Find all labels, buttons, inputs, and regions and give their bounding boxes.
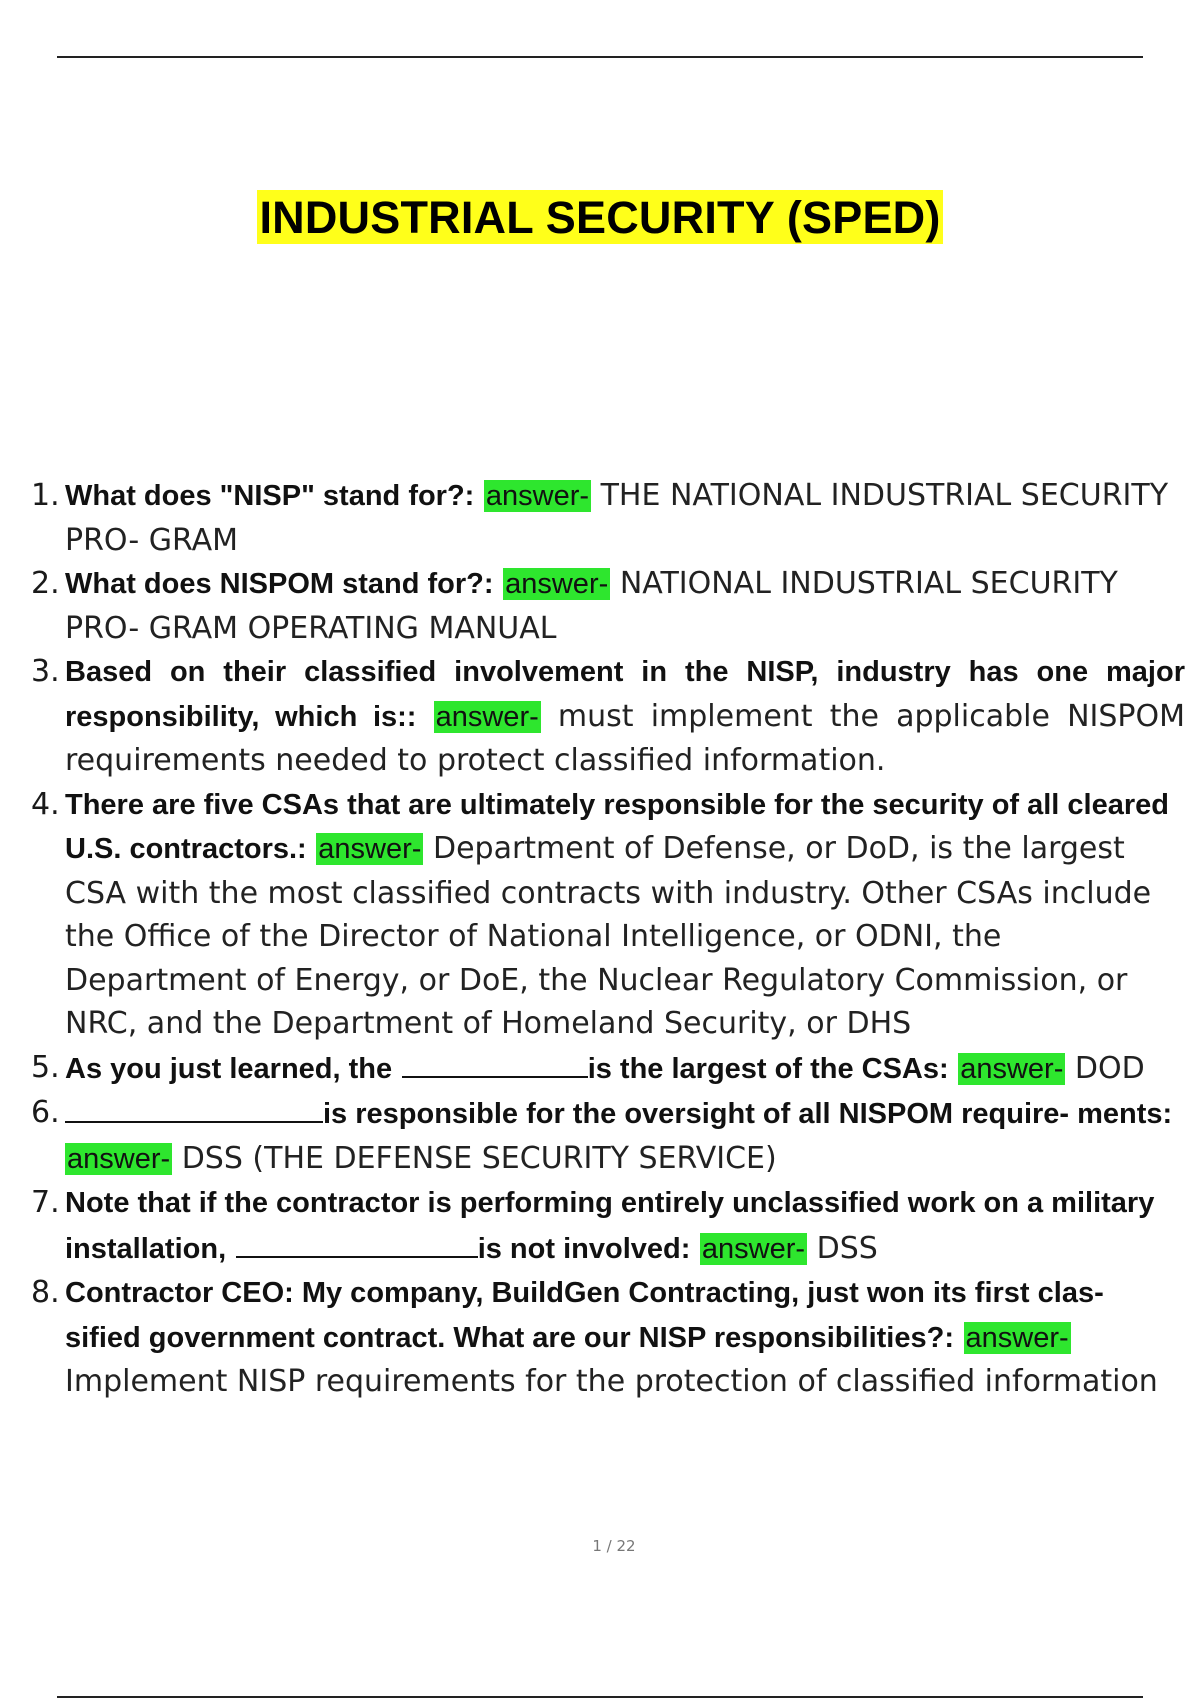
qa-list (31, 474, 1185, 1404)
question-text-before-blank: As you just learned, the (65, 1052, 393, 1085)
answer-label: answer- (505, 568, 609, 600)
title-container (0, 190, 1200, 244)
qa-item-4 (31, 783, 1185, 1046)
item-number: 8. (31, 1275, 60, 1310)
answer-label: answer- (960, 1052, 1064, 1085)
bottom-rule (57, 1696, 1143, 1698)
qa-item-1 (31, 474, 1185, 562)
item-number: 2. (31, 566, 60, 601)
qa-item-6 (31, 1091, 1185, 1181)
qa-item-8 (31, 1271, 1185, 1404)
fill-in-blank (402, 1046, 588, 1078)
answer-text: Department of Defense, or DoD, is the largest CSA with the most classified contracts with industry. Other CSAs include the Office of the Director of National Intelligence, or ODNI, the Department of Energy, or DoE, the Nuclear Regulatory Commission, or NRC, and the Department of Homeland Security, or DHS (65, 831, 1152, 1041)
question-text-after-blank: is responsible for the oversight of all NISPOM require- ments: (323, 1098, 1173, 1130)
item-number: 7. (31, 1185, 60, 1220)
item-number: 6. (31, 1095, 60, 1130)
document-title: INDUSTRIAL SECURITY (SPED) (259, 192, 941, 243)
question-text: There are five CSAs that are ultimately responsible for the security of all cleared U.S. contractors.: (65, 788, 1169, 865)
item-number: 4. (31, 786, 60, 822)
question-text-after-blank: is the largest of the CSAs: (587, 1052, 949, 1085)
answer-text: DOD (1074, 1050, 1145, 1086)
qa-item-3 (31, 650, 1185, 783)
question-text-before-blank: Note that if the contractor is performing entirely unclassified work on a military installation, (65, 1187, 1155, 1265)
page-indicator: 1 / 22 (592, 1537, 636, 1555)
question-text: Contractor CEO: My company, BuildGen Contracting, just won its first clas- sified government contract. What are our NISP responsibilities?: (65, 1277, 1104, 1354)
qa-item-5 (31, 1046, 1185, 1092)
answer-text: DSS (THE DEFENSE SECURITY SERVICE) (181, 1140, 777, 1176)
answer-label: answer- (701, 1232, 806, 1265)
item-number: 5. (31, 1049, 60, 1085)
answer-text: must implement the applicable NISPOM requirements needed to protect classified information. (65, 698, 1185, 778)
fill-in-blank (65, 1091, 323, 1123)
answer-label: answer- (485, 480, 590, 512)
qa-item-7 (31, 1181, 1185, 1271)
qa-item-2 (31, 562, 1185, 650)
item-number: 3. (31, 654, 60, 689)
top-rule (57, 56, 1143, 58)
answer-text: THE NATIONAL INDUSTRIAL SECURITY PRO- GRAM (65, 478, 1169, 558)
answer-text: DSS (816, 1230, 878, 1266)
question-text: Based on their classified involvement in the NISP, industry has one major responsibility, which is:: (65, 656, 1185, 733)
answer-label: answer- (67, 1142, 171, 1175)
answer-label: answer- (318, 833, 422, 865)
answer-label: answer- (435, 700, 539, 733)
fill-in-blank (236, 1226, 478, 1258)
question-text-after-blank: is not involved: (477, 1232, 691, 1265)
answer-text: NATIONAL INDUSTRIAL SECURITY PRO- GRAM OPERATING MANUAL (65, 566, 1118, 646)
question-text: What does NISPOM stand for?: (65, 568, 494, 600)
answer-text: Implement NISP requirements for the protection of classified information (65, 1364, 1158, 1399)
answer-label: answer- (965, 1321, 1069, 1354)
question-text: What does "NISP" stand for?: (65, 480, 475, 512)
item-number: 1. (31, 478, 60, 513)
